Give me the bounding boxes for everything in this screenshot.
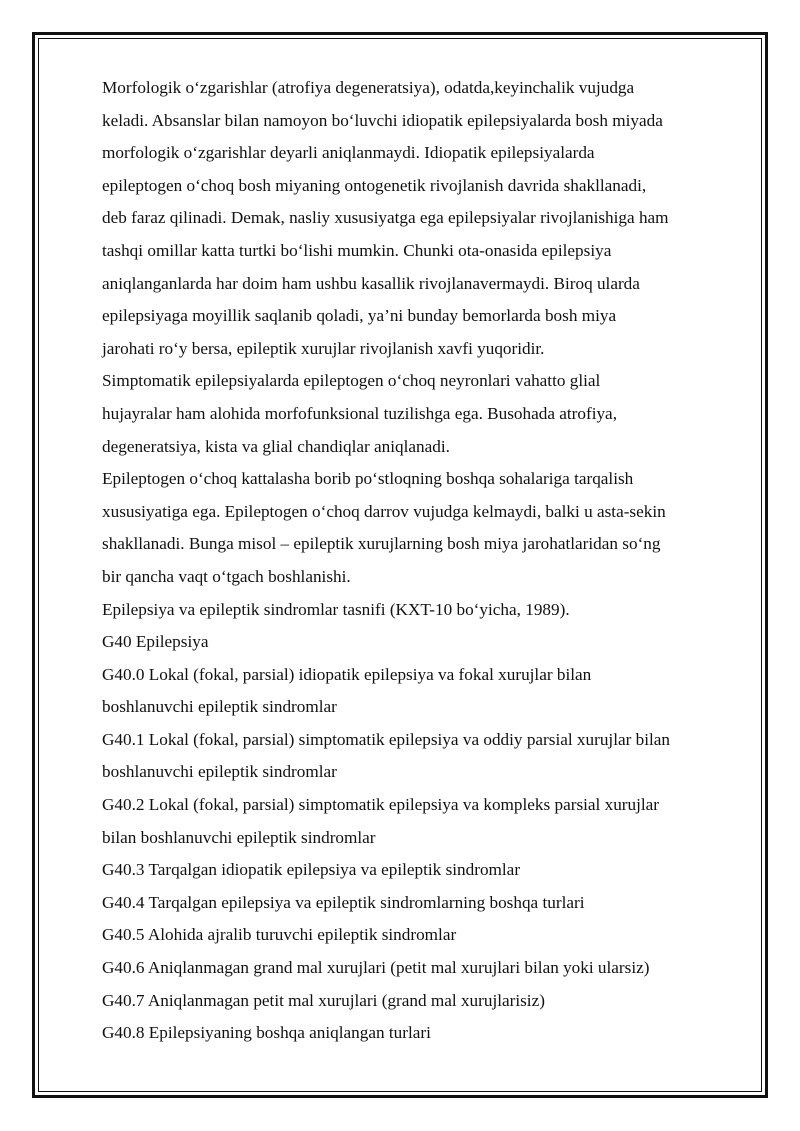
body-line: tashqi omillar katta turtki bo‘lishi mumkin. Chunki ota-onasida epilepsiya [102, 240, 612, 260]
body-line: shakllanadi. Bunga misol – epileptik xurujlarning bosh miya jarohatlaridan so‘ng [102, 534, 661, 554]
body-line: aniqlanganlarda har doim ham ushbu kasallik rivojlanavermaydi. Biroq ularda [102, 273, 640, 293]
classification-item: G40.7 Aniqlanmagan petit mal xurujlari (grand mal xurujlarisiz) [102, 990, 545, 1010]
body-line: xususiyatiga ega. Epileptogen o‘choq darrov vujudga kelmaydi, balki u asta-sekin [102, 501, 666, 521]
classification-item: G40 Epilepsiya [102, 632, 209, 652]
body-line: Simptomatik epilepsiyalarda epileptogen o‘choq neyronlari vahatto glial [102, 371, 601, 391]
classification-item: G40.3 Tarqalgan idiopatik epilepsiya va epileptik sindromlar [102, 860, 521, 880]
body-line: hujayralar ham alohida morfofunksional tuzilishga ega. Busohada atrofiya, [102, 403, 617, 423]
body-line: deb faraz qilinadi. Demak, nasliy xususiyatga ega epilepsiyalar rivojlanishiga ham [102, 208, 669, 228]
classification-item-continuation: bilan boshlanuvchi epileptik sindromlar [102, 827, 376, 847]
classification-item: G40.6 Aniqlanmagan grand mal xurujlari (petit mal xurujlari bilan yoki ularsiz) [102, 958, 650, 978]
classification-item: G40.8 Epilepsiyaning boshqa aniqlangan turlari [102, 1023, 431, 1043]
body-line: bir qancha vaqt o‘tgach boshlanishi. [102, 566, 351, 586]
classification-heading: Epilepsiya va epileptik sindromlar tasnifi (KXT-10 bo‘yicha, 1989). [102, 599, 570, 619]
body-line: Epileptogen o‘choq kattalasha borib po‘stloqning boshqa sohalariga tarqalish [102, 469, 634, 489]
body-line: epileptogen o‘choq bosh miyaning ontogenetik rivojlanish davrida shakllanadi, [102, 175, 647, 195]
body-line: epilepsiyaga moyillik saqlanib qoladi, ya’ni bunday bemorlarda bosh miya [102, 306, 617, 326]
body-line: morfologik o‘zgarishlar deyarli aniqlanmaydi. Idiopatik epilepsiyalarda [102, 143, 595, 163]
classification-item: G40.2 Lokal (fokal, parsial) simptomatik epilepsiya va kompleks parsial xurujlar [102, 795, 660, 815]
body-line: degeneratsiya, kista va glial chandiqlar aniqlanadi. [102, 436, 450, 456]
document-body [102, 72, 732, 1050]
classification-item-continuation: boshlanuvchi epileptik sindromlar [102, 697, 337, 717]
body-line: Morfologik o‘zgarishlar (atrofiya degeneratsiya), odatda,keyinchalik vujudga [102, 78, 635, 97]
classification-item: G40.5 Alohida ajralib turuvchi epileptik sindromlar [102, 925, 457, 945]
classification-item-continuation: boshlanuvchi epileptik sindromlar [102, 762, 337, 782]
body-line: jarohati ro‘y bersa, epileptik xurujlar rivojlanish xavfi yuqoridir. [102, 338, 545, 358]
classification-item: G40.1 Lokal (fokal, parsial) simptomatik epilepsiya va oddiy parsial xurujlar bilan [102, 729, 671, 749]
body-line: keladi. Absanslar bilan namoyon bo‘luvchi idiopatik epilepsiyalarda bosh miyada [102, 110, 663, 130]
classification-item: G40.0 Lokal (fokal, parsial) idiopatik epilepsiya va fokal xurujlar bilan [102, 664, 592, 684]
classification-item: G40.4 Tarqalgan epilepsiya va epileptik sindromlarning boshqa turlari [102, 892, 585, 912]
